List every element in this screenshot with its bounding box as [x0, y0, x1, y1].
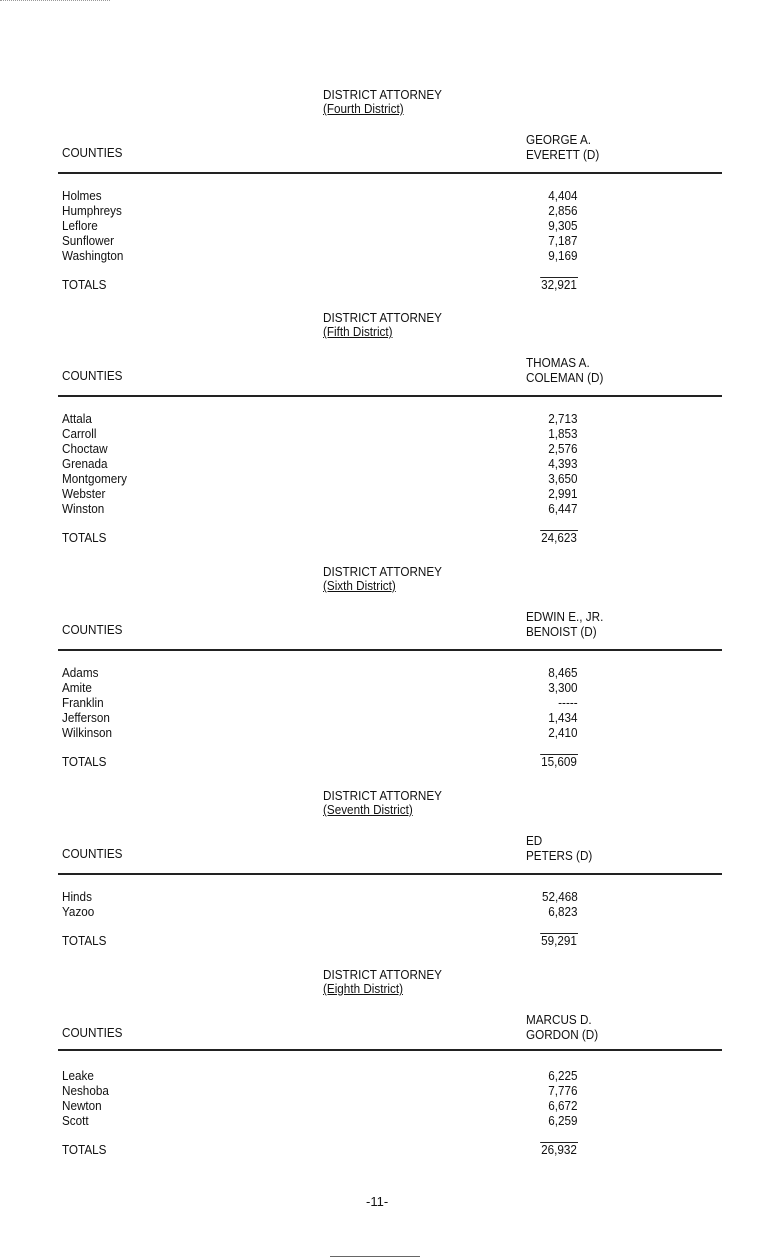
table-row [0, 486, 763, 501]
totals-label: TOTALS [62, 530, 107, 545]
district-name: (Seventh District) [323, 802, 413, 817]
counties-header: COUNTIES [62, 145, 123, 160]
table-row [0, 665, 763, 680]
county-name: Attala [62, 411, 92, 426]
county-rows [0, 1068, 763, 1157]
candidate-first-name: EDWIN E., JR. [526, 609, 604, 624]
county-name: Scott [62, 1113, 89, 1128]
table-row [0, 471, 763, 486]
header-rule [58, 395, 722, 397]
table-row [0, 904, 763, 919]
office-title: DISTRICT ATTORNEY [323, 564, 442, 579]
table-row [0, 203, 763, 218]
table-row [0, 233, 763, 248]
candidate-name [526, 355, 603, 385]
county-name: Adams [62, 665, 99, 680]
totals-row [0, 277, 763, 292]
county-name: Leflore [62, 218, 98, 233]
section-title [323, 789, 442, 817]
table-row [0, 411, 763, 426]
office-title: DISTRICT ATTORNEY [323, 967, 442, 982]
vote-count: 1,434 [548, 710, 578, 725]
county-name: Sunflower [62, 233, 115, 248]
scan-edge-line [330, 1256, 420, 1257]
county-name: Jefferson [62, 710, 110, 725]
vote-count: ----- [558, 695, 578, 710]
county-name: Grenada [62, 456, 108, 471]
section-title [323, 565, 442, 593]
totals-row [0, 754, 763, 769]
candidate-first-name: MARCUS D. [526, 1012, 592, 1027]
table-row [0, 1083, 763, 1098]
vote-count: 1,853 [548, 426, 578, 441]
totals-label: TOTALS [62, 933, 107, 948]
county-rows [0, 188, 763, 292]
totals-label: TOTALS [62, 754, 107, 769]
counties-header: COUNTIES [62, 368, 123, 383]
total-votes: 32,921 [541, 277, 578, 292]
vote-count: 9,169 [548, 248, 578, 263]
county-name: Holmes [62, 188, 102, 203]
candidate-name [526, 132, 599, 162]
vote-count: 52,468 [542, 889, 578, 904]
counties-header: COUNTIES [62, 1025, 123, 1040]
table-row [0, 218, 763, 233]
table-row [0, 188, 763, 203]
county-name: Washington [62, 248, 124, 263]
table-row [0, 680, 763, 695]
county-name: Neshoba [62, 1083, 109, 1098]
candidate-name [526, 1012, 598, 1042]
county-name: Yazoo [62, 904, 95, 919]
totals-row [0, 530, 763, 545]
county-name: Franklin [62, 695, 104, 710]
district-name: (Fifth District) [323, 324, 393, 339]
header-rule [58, 873, 722, 875]
vote-count: 2,576 [548, 441, 578, 456]
scan-edge-marks [0, 0, 110, 1]
total-votes: 24,623 [541, 530, 578, 545]
total-votes: 15,609 [541, 754, 578, 769]
county-name: Montgomery [62, 471, 128, 486]
total-votes: 59,291 [541, 933, 578, 948]
county-rows [0, 411, 763, 545]
vote-count: 2,410 [548, 725, 578, 740]
page-number: -11- [366, 1194, 389, 1209]
candidate-first-name: GEORGE A. [526, 132, 592, 147]
vote-count: 6,672 [548, 1098, 578, 1113]
header-rule [58, 649, 722, 651]
table-row [0, 441, 763, 456]
vote-count: 4,393 [548, 456, 578, 471]
vote-count: 2,991 [548, 486, 578, 501]
office-title: DISTRICT ATTORNEY [323, 788, 442, 803]
counties-header: COUNTIES [62, 622, 123, 637]
header-rule [58, 1049, 722, 1051]
county-rows [0, 665, 763, 769]
section-title [323, 311, 442, 339]
total-votes: 26,932 [541, 1142, 578, 1157]
candidate-last-name: GORDON (D) [526, 1027, 599, 1042]
totals-row [0, 933, 763, 948]
vote-count: 8,465 [548, 665, 578, 680]
county-name: Wilkinson [62, 725, 113, 740]
candidate-last-name: EVERETT (D) [526, 147, 600, 162]
table-row [0, 725, 763, 740]
county-name: Carroll [62, 426, 97, 441]
table-row [0, 426, 763, 441]
table-row [0, 710, 763, 725]
table-row [0, 1098, 763, 1113]
table-row [0, 501, 763, 516]
candidate-name [526, 833, 592, 863]
vote-count: 6,447 [548, 501, 578, 516]
district-name: (Eighth District) [323, 981, 403, 996]
candidate-first-name: ED [526, 833, 543, 848]
county-name: Humphreys [62, 203, 122, 218]
section-title [323, 88, 442, 116]
county-rows [0, 889, 763, 948]
candidate-last-name: BENOIST (D) [526, 624, 597, 639]
county-name: Choctaw [62, 441, 108, 456]
counties-header: COUNTIES [62, 846, 123, 861]
vote-count: 7,776 [548, 1083, 578, 1098]
district-name: (Fourth District) [323, 101, 404, 116]
vote-count: 7,187 [548, 233, 578, 248]
vote-count: 3,650 [548, 471, 578, 486]
totals-label: TOTALS [62, 277, 107, 292]
office-title: DISTRICT ATTORNEY [323, 87, 442, 102]
table-row [0, 1068, 763, 1083]
table-row [0, 248, 763, 263]
county-name: Amite [62, 680, 92, 695]
vote-count: 6,225 [548, 1068, 578, 1083]
candidate-last-name: PETERS (D) [526, 848, 593, 863]
county-name: Newton [62, 1098, 102, 1113]
vote-count: 6,823 [548, 904, 578, 919]
county-name: Hinds [62, 889, 92, 904]
table-row [0, 1113, 763, 1128]
table-row [0, 889, 763, 904]
county-name: Leake [62, 1068, 94, 1083]
candidate-first-name: THOMAS A. [526, 355, 590, 370]
vote-count: 4,404 [548, 188, 578, 203]
vote-count: 9,305 [548, 218, 578, 233]
candidate-name [526, 609, 603, 639]
candidate-last-name: COLEMAN (D) [526, 370, 604, 385]
district-name: (Sixth District) [323, 578, 396, 593]
vote-count: 3,300 [548, 680, 578, 695]
vote-count: 6,259 [548, 1113, 578, 1128]
county-name: Webster [62, 486, 106, 501]
office-title: DISTRICT ATTORNEY [323, 310, 442, 325]
county-name: Winston [62, 501, 105, 516]
vote-count: 2,856 [548, 203, 578, 218]
totals-row [0, 1142, 763, 1157]
table-row [0, 695, 763, 710]
section-title [323, 968, 442, 996]
totals-label: TOTALS [62, 1142, 107, 1157]
vote-count: 2,713 [548, 411, 578, 426]
table-row [0, 456, 763, 471]
header-rule [58, 172, 722, 174]
